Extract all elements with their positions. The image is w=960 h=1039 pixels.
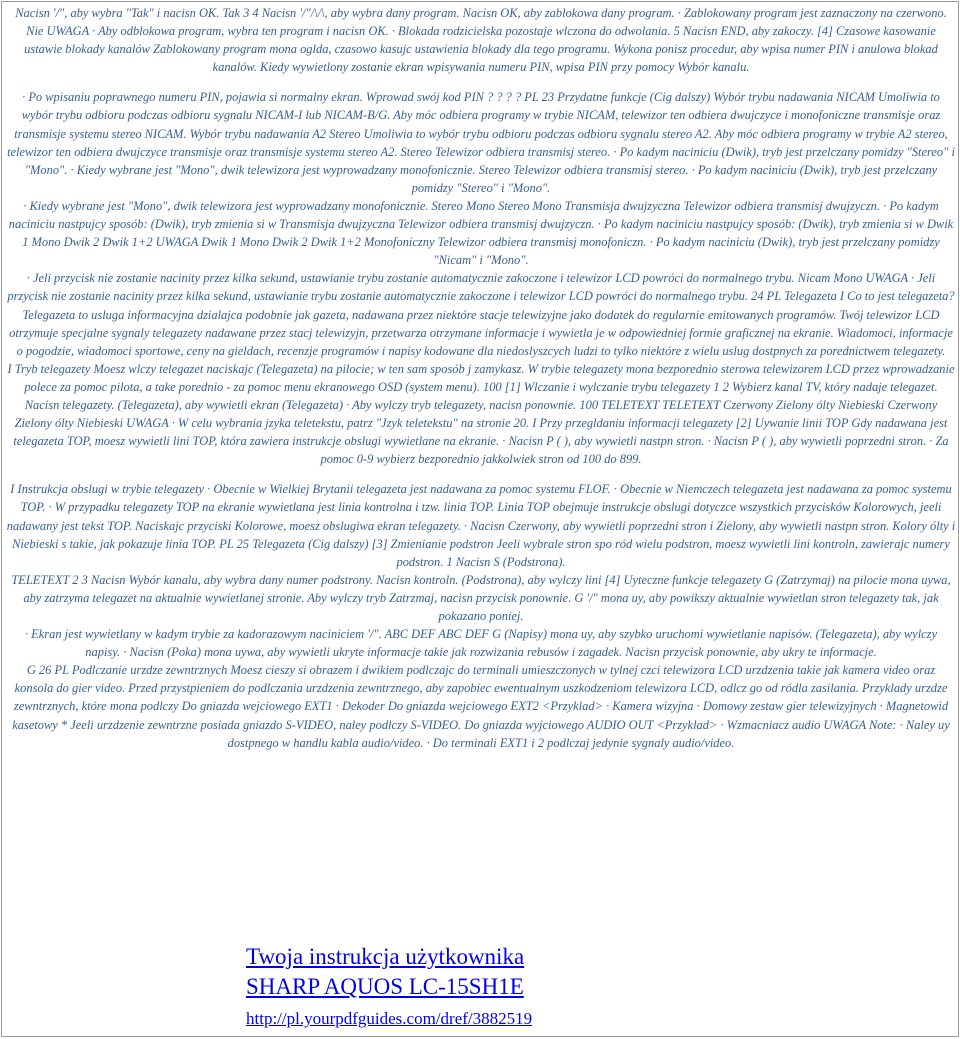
paragraph-teletext-mode: I Tryb telegazety Moesz wlczy telegazet naciskajc (Telegazeta) na pilocie; w ten sam sposób j zamykasz. W trybie telegazety mona bezporednio sterowa telewizorem LCD przez wprowadzanie polece za pomoc pilota, a take porednio - za pomoc menu ekranowego OSD (system menu). 100 [1] Wlczanie i wylczanie trybu telegazety 1 2 Wybierz kanal TV, który nadaje telegazet. Nacisn telegazety. (Telegazeta), aby wywietli ekran (Telegazeta) · Aby wylczy tryb telegazety, nacisn ponownie. 100 TELETEXT TELETEXT Czerwony Zielony ólty Niebieski Czerwony Zielony ólty Niebieski UWAGA · W celu wybrania jzyka teletekstu, patrz "Jzyk teletekstu" na stronie 20. I Przy przegldaniu informacji telegazety [2] Uywanie linii TOP Gdy nadawana jest telegazeta TOP, moesz wywietli lini TOP, która zawiera instrukcje obslugi wywietlane na ekranie. · Nacisn P ( ), aby wywietli nastpn stron. · Nacisn P ( ), aby wywietli poprzedni stron. · Za pomoc 0-9 wybierz bezporednio jakkolwiek stron od 100 do 899. [7,361,955,467]
paragraph-external-devices: G 26 PL Podlczanie urzdze zewntrznych Moesz cieszy si obrazem i dwikiem podlczajc do terminali umieszczonych w tylnej czci telewizora LCD urzdzenia takie jak kamera video oraz konsola do gier video. Przed przystpieniem do podlczania urzdzenia zewntrznego, aby zapobiec ewentualnym uszkodzeniom telewizora LCD, odlcz go od ródla zasilania. Przyklady urzdze zewntrznych, które mona podlczy Do gniazda wejciowego EXT1 · Dekoder Do gniazda wejciowego EXT2 <Przyklad> · Kamera wizyjna · Domowy zestaw gier telewizyjnych · Magnetowid kasetowy * Jeeli urzdzenie zewntrzne posiada gniazdo S-VIDEO, naley podlczy S-VIDEO. Do gniazda wyjciowego AUDIO OUT <Przyklad> · Wzmacniacz audio UWAGA Note: · Naley uy dostpnego w handlu kabla audio/video. · Do terminali EXT1 i 2 podlczaj jedynie sygnaly audio/video. [12,663,950,750]
manual-title-link[interactable]: Twoja instrukcja użytkownika [246,944,525,969]
url-link[interactable]: http://pl.yourpdfguides.com/dref/3882519 [246,1009,533,1028]
paragraph-nicam-a2: · Po wpisaniu poprawnego numeru PIN, pojawia si normalny ekran. Wprowad swój kod PIN ? ? ? ? PL 23 Przydatne funkcje (Cig dalszy) Wybór trybu nadawania NICAM Umoliwia to wybór trybu odbioru podczas odbioru sygnalu NICAM-I lub NICAM-B/G. Aby móc odbiera programy w trybie NICAM, telewizor ten odbiera dwujczyce i monofoniczne transmisje oraz transmisje systemu stereo NICAM. Wybór trybu nadawania A2 Stereo Umoliwia to wybór trybu odbioru podczas odbioru sygnalu stereo A2. Aby móc odbiera programy w trybie A2 stereo, telewizor ten odbiera dwujczyce transmisje oraz transmisje systemu stereo A2. Stereo Telewizor odbiera transmisj stereo. · Po kadym naciniciu (Dwik), tryb jest przelczany pomidzy "Stereo" i "Mono". · Kiedy wybrane jest "Mono", dwik telewizora jest wyprowadzany monofonicznie. Stereo Telewizor odbiera transmisj stereo. · Po kadym naciniciu (Dwik), tryb jest przelczany pomidzy "Stereo" i "Mono". [7,90,955,195]
paragraph-parental-lock: Nacisn '/", aby wybra "Tak" i nacisn OK. Tak 3 4 Nacisn '/"/\/\, aby wybra dany program. Nacisn OK, aby zablokowa dany program. · Zablokowany program jest zaznaczony na czerwono. Nie UWAGA · Aby odblokowa program, wybra ten program i nacisn OK. · Blokada rodzicielska pozostaje wlczona do odwolania. 5 Nacisn END, aby zakoczy. [4] Czasowe kasowanie ustawie blokady kanalów Zablokowany program mona oglda, czasowo kasujc ustawienia blokady dla tego programu. Wykona ponisz procedur, aby wpisa numer PIN i anulowa blokad kanalów. Kiedy wywietlony zostanie ekran wpisywania numeru PIN, wpisa PIN przy pomocy Wybór kanalu. [15,6,947,75]
model-link[interactable]: SHARP AQUOS LC-15SH1E [246,974,524,999]
footer-links [246,942,532,1032]
document-page [1,1,959,1037]
paragraph-subtitles: · Ekran jest wywietlany w kadym trybie za kadorazowym naciniciem '/". ABC DEF ABC DEF G (Napisy) mona uy, aby szybko uruchomi wywietlanie napisów. (Telegazeta), aby wylczy napisy. · Nacisn (Poka) mona uywa, aby wywietli ukryte informacje takie jak rozwizania rebusów i zagadek. Nacisn przycisk ponownie, aby ukry te informacje. [24,627,938,660]
paragraph-teletext-operation: I Instrukcja obslugi w trybie telegazety · Obecnie w Wielkiej Brytanii telegazeta jest nadawana za pomoc systemu FLOF. · Obecnie w Niemczech telegazeta jest nadawana za pomoc systemu TOP. · W przypadku telegazety TOP na ekranie wywietlana jest linia kontrolna i tzw. linia TOP. Linia TOP obejmuje instrukcje obslugi dotyczce wszystkich przycisków Kolorowych, jeeli nadawany jest tekst TOP. Naciskajc przyciski Kolorowe, moesz obslugiwa ekran telegazety. · Nacisn Czerwony, aby wywietli poprzedni stron i Zielony, aby wywietli nastpn stron. Kolory ólty i Niebieski s takie, jak pokazuje linia TOP. PL 25 Telegazeta (Cig dalszy) [3] Zmienianie podstron Jeeli wybrale stron spo ród wielu podstron, moesz wywietli lini kontroln, zawierajc numery podstron. 1 Nacisn S (Podstrona). [6,482,956,569]
manual-text [6,4,956,939]
paragraph-bilingual: · Kiedy wybrane jest "Mono", dwik telewizora jest wyprowadzany monofonicznie. Stereo Mono Stereo Mono Transmisja dwujzyczna Telewizor odbiera transmisj dwujzyczn. · Po kadym naciniciu nastpujcy sposób: (Dwik), tryb zmienia si w Transmisja dwujzyczna Telewizor odbiera transmisj dwujzyczn. · Po kadym naciniciu nastpujcy sposób: (Dwik), tryb zmienia si w Dwik 1 Mono Dwik 2 Dwik 1+2 UWAGA Dwik 1 Mono Dwik 2 Dwik 1+2 Monofoniczny Telewizor odbiera transmisj monofoniczn. · Po kadym naciniciu (Dwik), tryb jest przelczany pomidzy "Nicam" i "Mono". [8,198,954,268]
paragraph-subpages: TELETEXT 2 3 Nacisn Wybór kanalu, aby wybra dany numer podstrony. Nacisn kontroln. (Podstrona), aby wylczy lini [4] Uyteczne funkcje telegazety G (Zatrzymaj) na pilocie mona uywa, aby zatrzyma telegazet na aktualnie wywietlanej stronie. Aby wylczy tryb Zatrzmaj, nacisn przycisk ponownie. G '/" mona uy, aby powikszy aktualnie wywietlan stron telegazety tak, jak pokazano poniej. [11,572,951,623]
paragraph-teletext-intro: · Jeli przycisk nie zostanie nacinity przez kilka sekund, ustawianie trybu zostanie automatycznie zakoczone i telewizor LCD powróci do normalnego trybu. Nicam Mono UWAGA · Jeli przycisk nie zostanie nacinity przez kilka sekund, ustawianie trybu zostanie automatycznie zakoczone i telewizor LCD powróci do normalnego trybu. 24 PL Telegazeta I Co to jest telegazeta? Telegazeta to usluga informacyjna dzialajca podobnie jak gazeta, nadawana przez niektóre stacje telewizyjne jako dodatek do regularnie emitowanych programów. Twój telewizor LCD otrzymuje specjalne sygnaly telegazety nadawane przez stacj telewizyjn, przetwarza otrzymane informacje i wywietla je w odpowiedniej formie graficznej na ekranie. Wiadomoci, informacje o pogodzie, wiadomoci sportowe, ceny na gieldach, recenzje programów i napisy kodowane dla niedoslyszcych ludzi to tylko niektóre z wielu uslug dostpnych za porednictwem telegazety. [7,271,955,358]
